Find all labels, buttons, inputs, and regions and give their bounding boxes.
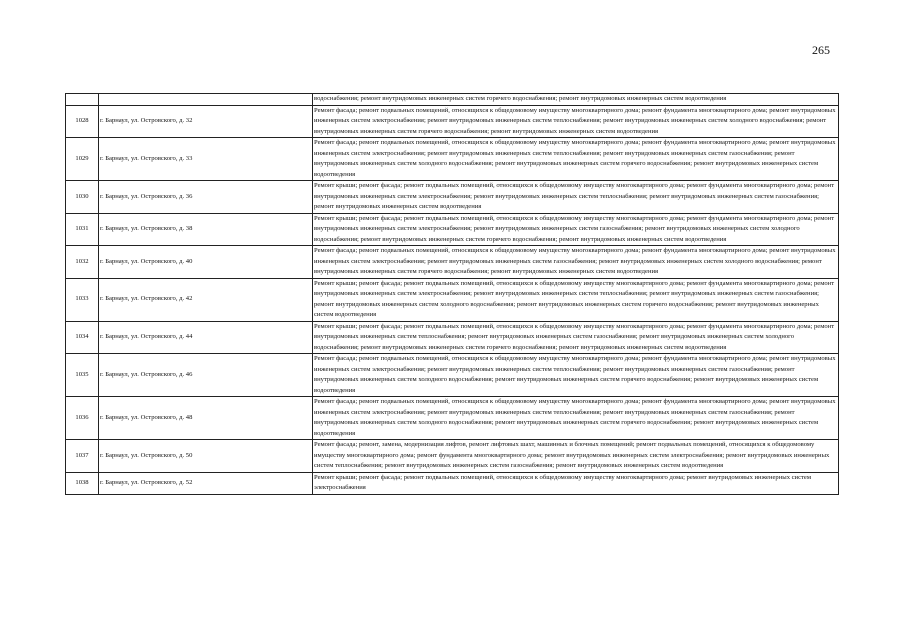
row-number-cell: 1034	[66, 321, 99, 354]
table-row	[66, 213, 839, 246]
address-cell: г. Барнаул, ул. Островского, д. 52	[99, 472, 313, 494]
works-cell: Ремонт фасада; ремонт подвальных помещений, относящихся к общедомовому имуществу многоквартирного дома; ремонт фундамента многоквартирного дома; ремонт внутридомовых инженерных систем электроснабжения; ремонт внутридомовых инженерных систем теплоснабжения; ремонт внутридомовых инженерных систем холодного водоснабжения; ремонт внутридомовых инженерных систем горячего водоснабжения; ремонт внутридомовых инженерных систем водоотведения	[313, 105, 839, 138]
works-cell: Ремонт крыши; ремонт фасада; ремонт подвальных помещений, относящихся к общедомовому имуществу многоквартирного дома; ремонт фундамента многоквартирного дома; ремонт внутридомовых инженерных систем теплоснабжения; ремонт внутридомовых инженерных систем газоснабжения; ремонт внутридомовых инженерных систем холодного водоснабжения; ремонт внутридомовых инженерных систем горячего водоснабжения; ремонт внутридомовых инженерных систем водоотведения	[313, 321, 839, 354]
table-row	[66, 472, 839, 494]
registry-table	[65, 93, 839, 495]
table-row	[66, 94, 839, 106]
address-cell: г. Барнаул, ул. Островского, д. 48	[99, 397, 313, 440]
works-cell: Ремонт крыши; ремонт фасада; ремонт подвальных помещений, относящихся к общедомовому имуществу многоквартирного дома; ремонт фундамента многоквартирного дома; ремонт внутридомовых инженерных систем электроснабжения; ремонт внутридомовых инженерных систем газоснабжения; ремонт внутридомовых инженерных систем холодного водоснабжения; ремонт внутридомовых инженерных систем горячего водоснабжения; ремонт внутридомовых инженерных систем водоотведения	[313, 213, 839, 246]
address-cell: г. Барнаул, ул. Островского, д. 33	[99, 138, 313, 181]
table-row	[66, 397, 839, 440]
address-cell: г. Барнаул, ул. Островского, д. 50	[99, 440, 313, 473]
row-number-cell: 1032	[66, 246, 99, 279]
works-cell: Ремонт крыши; ремонт фасада; ремонт подвальных помещений, относящихся к общедомовому имуществу многоквартирного дома; ремонт фундамента многоквартирного дома; ремонт внутридомовых инженерных систем электроснабжения; ремонт внутридомовых инженерных систем теплоснабжения; ремонт внутридомовых инженерных систем газоснабжения; ремонт внутридомовых инженерных систем водоотведения	[313, 181, 839, 214]
address-cell: г. Барнаул, ул. Островского, д. 40	[99, 246, 313, 279]
row-number-cell	[66, 94, 99, 106]
works-cell: Ремонт фасада; ремонт подвальных помещений, относящихся к общедомовому имуществу многоквартирного дома; ремонт фундамента многоквартирного дома; ремонт внутридомовых инженерных систем электроснабжения; ремонт внутридомовых инженерных систем теплоснабжения; ремонт внутридомовых инженерных систем газоснабжения; ремонт внутридомовых инженерных систем холодного водоснабжения; ремонт внутридомовых инженерных систем горячего водоснабжения; ремонт внутридомовых инженерных систем водоотведения	[313, 354, 839, 397]
row-number-cell: 1035	[66, 354, 99, 397]
address-cell: г. Барнаул, ул. Островского, д. 46	[99, 354, 313, 397]
address-cell: г. Барнаул, ул. Островского, д. 44	[99, 321, 313, 354]
works-cell: Ремонт фасада; ремонт, замена, модернизация лифтов, ремонт лифтовых шахт, машинных и блочных помещений; ремонт подвальных помещений, относящихся к общедомовому имуществу многоквартирного дома; ремонт фундамента многоквартирного дома; ремонт внутридомовых инженерных систем электроснабжения; ремонт внутридомовых инженерных систем теплоснабжения; ремонт внутридомовых инженерных систем газоснабжения; ремонт внутридомовых инженерных систем водоотведения	[313, 440, 839, 473]
row-number-cell: 1037	[66, 440, 99, 473]
table-row	[66, 246, 839, 279]
works-cell: Ремонт фасада; ремонт подвальных помещений, относящихся к общедомовому имуществу многоквартирного дома; ремонт фундамента многоквартирного дома; ремонт внутридомовых инженерных систем электроснабжения; ремонт внутридомовых инженерных систем газоснабжения; ремонт внутридомовых инженерных систем холодного водоснабжения; ремонт внутридомовых инженерных систем горячего водоснабжения; ремонт внутридомовых инженерных систем водоотведения	[313, 246, 839, 279]
address-cell	[99, 94, 313, 106]
address-cell: г. Барнаул, ул. Островского, д. 42	[99, 278, 313, 321]
row-number-cell: 1030	[66, 181, 99, 214]
table-row	[66, 321, 839, 354]
row-number-cell: 1028	[66, 105, 99, 138]
works-cell: Ремонт фасада; ремонт подвальных помещений, относящихся к общедомовому имуществу многоквартирного дома; ремонт фундамента многоквартирного дома; ремонт внутридомовых инженерных систем электроснабжения; ремонт внутридомовых инженерных систем теплоснабжения; ремонт внутридомовых инженерных систем газоснабжения; ремонт внутридомовых инженерных систем холодного водоснабжения; ремонт внутридомовых инженерных систем горячего водоснабжения; ремонт внутридомовых инженерных систем водоотведения	[313, 138, 839, 181]
address-cell: г. Барнаул, ул. Островского, д. 36	[99, 181, 313, 214]
table-row	[66, 278, 839, 321]
table-row	[66, 181, 839, 214]
table-row	[66, 138, 839, 181]
row-number-cell: 1036	[66, 397, 99, 440]
row-number-cell: 1033	[66, 278, 99, 321]
address-cell: г. Барнаул, ул. Островского, д. 32	[99, 105, 313, 138]
table-row	[66, 354, 839, 397]
row-number-cell: 1038	[66, 472, 99, 494]
works-cell: водоснабжения; ремонт внутридомовых инженерных систем горячего водоснабжения; ремонт внутридомовых инженерных систем водоотведения	[313, 94, 839, 106]
table-row	[66, 105, 839, 138]
works-cell: Ремонт крыши; ремонт фасада; ремонт подвальных помещений, относящихся к общедомовому имуществу многоквартирного дома; ремонт фундамента многоквартирного дома; ремонт внутридомовых инженерных систем электроснабжения; ремонт внутридомовых инженерных систем теплоснабжения; ремонт внутридомовых инженерных систем газоснабжения; ремонт внутридомовых инженерных систем холодного водоснабжения; ремонт внутридомовых инженерных систем горячего водоснабжения; ремонт внутридомовых инженерных систем водоотведения	[313, 278, 839, 321]
page-number: 265	[812, 43, 830, 57]
row-number-cell: 1031	[66, 213, 99, 246]
row-number-cell: 1029	[66, 138, 99, 181]
works-cell: Ремонт крыши; ремонт фасада; ремонт подвальных помещений, относящихся к общедомовому имуществу многоквартирного дома; ремонт внутридомовых инженерных систем электроснабжения	[313, 472, 839, 494]
table-row	[66, 440, 839, 473]
works-cell: Ремонт фасада; ремонт подвальных помещений, относящихся к общедомовому имуществу многоквартирного дома; ремонт фундамента многоквартирного дома; ремонт внутридомовых инженерных систем электроснабжения; ремонт внутридомовых инженерных систем теплоснабжения; ремонт внутридомовых инженерных систем газоснабжения; ремонт внутридомовых инженерных систем холодного водоснабжения; ремонт внутридомовых инженерных систем горячего водоснабжения; ремонт внутридомовых инженерных систем водоотведения	[313, 397, 839, 440]
address-cell: г. Барнаул, ул. Островского, д. 38	[99, 213, 313, 246]
